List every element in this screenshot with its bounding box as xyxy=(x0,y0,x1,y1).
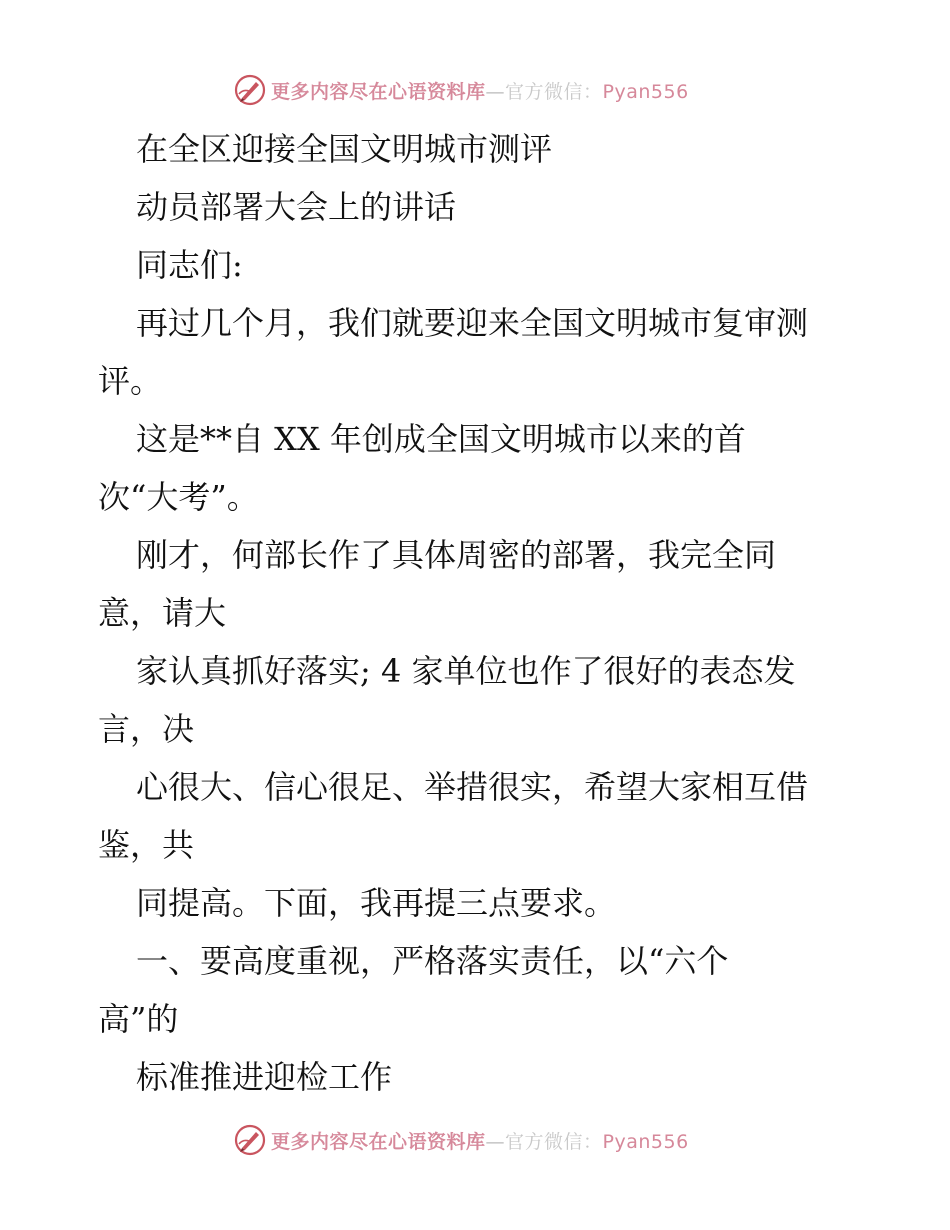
watermark-official: 官方微信： xyxy=(505,80,603,103)
watermark-brand: 更多内容尽在心语资料库 xyxy=(271,1130,486,1153)
watermark-text xyxy=(271,77,689,104)
watermark-wechat-id: Pyan556 xyxy=(602,80,689,103)
watermark-text xyxy=(271,1127,689,1154)
paragraph-line: 心很大、信心很足、举措很实，希望大家相互借 xyxy=(136,768,809,806)
header-watermark xyxy=(233,72,689,108)
paragraph-line: 动员部署大会上的讲话 xyxy=(136,188,457,226)
paragraph-line: 言，决 xyxy=(98,710,195,748)
footer-watermark xyxy=(233,1122,689,1158)
paragraph-line: 刚才，何部长作了具体周密的部署，我完全同 xyxy=(136,536,777,574)
paragraph-line: 高”的 xyxy=(98,1000,179,1038)
paragraph-line: 鉴，共 xyxy=(98,826,195,864)
paragraph-line: 同志们: xyxy=(136,246,243,284)
paragraph-line: 一、要高度重视，严格落实责任，以“六个 xyxy=(136,942,729,980)
paragraph-line: 标准推进迎检工作 xyxy=(136,1058,393,1096)
watermark-dash: — xyxy=(485,1130,506,1153)
paragraph-line: 在全区迎接全国文明城市测评 xyxy=(136,130,553,168)
paragraph-line: 评。 xyxy=(98,362,163,400)
paragraph-line: 家认真抓好落实; 4 家单位也作了很好的表态发 xyxy=(136,652,796,690)
pen-logo-icon xyxy=(233,1123,267,1157)
pen-logo-icon xyxy=(233,73,267,107)
watermark-dash: — xyxy=(485,80,506,103)
document-body xyxy=(98,120,858,1106)
paragraph-line: 再过几个月，我们就要迎来全国文明城市复审测 xyxy=(136,304,809,342)
watermark-wechat-id: Pyan556 xyxy=(602,1130,689,1153)
paragraph-line: 同提高。下面，我再提三点要求。 xyxy=(136,884,617,922)
watermark-official: 官方微信： xyxy=(505,1130,603,1153)
paragraph-line: 这是**自 XX 年创成全国文明城市以来的首 xyxy=(136,420,746,458)
watermark-brand: 更多内容尽在心语资料库 xyxy=(271,80,486,103)
paragraph-line: 意，请大 xyxy=(98,594,227,632)
paragraph-line: 次“大考”。 xyxy=(98,478,259,516)
